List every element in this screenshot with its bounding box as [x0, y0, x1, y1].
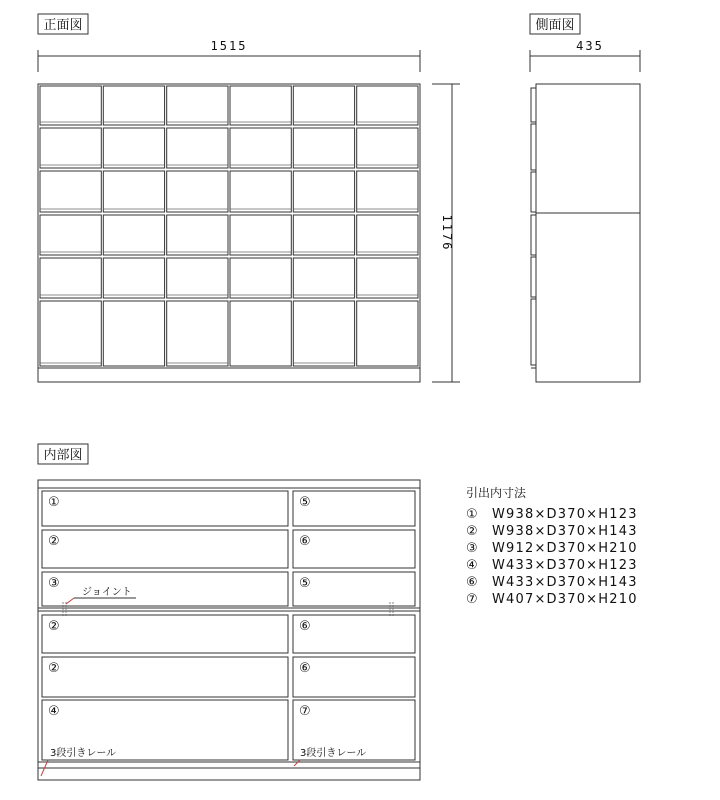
front-drawer [230, 171, 291, 212]
side-depth-value: 435 [576, 39, 604, 53]
interior-drawer-right-mark: ⑥ [299, 534, 311, 549]
interior-drawer-left [42, 530, 288, 568]
interior-drawer-left [42, 615, 288, 653]
interior-cabinet [38, 480, 420, 780]
dimension-row-mark: ③ [466, 541, 478, 556]
interior-drawer-right [293, 530, 415, 568]
dimension-row-mark: ① [466, 507, 478, 522]
front-drawer [40, 171, 101, 212]
dimension-row-size: W912×D370×H210 [492, 541, 638, 556]
front-drawer [103, 128, 164, 168]
dimensions-table [466, 485, 638, 607]
front-drawer [230, 258, 291, 298]
dimensions-table-title: 引出内寸法 [466, 486, 527, 500]
interior-drawer-right-mark: ⑤ [299, 576, 311, 591]
side-depth-dimension [530, 39, 640, 72]
interior-drawer-left-mark: ③ [48, 576, 60, 591]
front-drawer [40, 86, 101, 125]
front-drawer [293, 215, 354, 255]
side-view-title: 側面図 [535, 18, 575, 33]
front-height-value: 1176 [440, 214, 454, 252]
dimension-row-mark: ⑦ [466, 592, 478, 607]
dimension-row-size: W433×D370×H123 [492, 558, 638, 573]
front-height-dimension [432, 84, 460, 382]
front-drawer [293, 301, 354, 366]
dimension-row-size: W938×D370×H123 [492, 507, 638, 522]
interior-drawer-left-mark: ② [48, 534, 60, 549]
interior-drawer-right [293, 657, 415, 697]
front-drawer [40, 215, 101, 255]
front-drawer [357, 171, 418, 212]
front-cabinet [38, 84, 420, 382]
dimension-row-mark: ④ [466, 558, 478, 573]
front-drawer [357, 258, 418, 298]
side-cabinet [531, 84, 640, 382]
front-drawer [357, 301, 418, 366]
dimension-row-size: W407×D370×H210 [492, 592, 638, 607]
front-drawer [167, 258, 228, 298]
front-drawer [357, 86, 418, 125]
front-drawer [167, 301, 228, 366]
front-drawer [103, 301, 164, 366]
interior-drawer-right-mark: ⑤ [299, 495, 311, 510]
front-drawer [293, 171, 354, 212]
interior-drawer-right-mark: ⑥ [299, 619, 311, 634]
interior-drawer-left-mark: ② [48, 661, 60, 676]
dimension-row-mark: ⑥ [466, 575, 478, 590]
front-drawer [40, 301, 101, 366]
front-drawer [167, 171, 228, 212]
front-drawer [230, 215, 291, 255]
front-drawer [103, 171, 164, 212]
interior-drawer-right-mark: ⑥ [299, 661, 311, 676]
interior-drawer-left [42, 491, 288, 526]
rail-label-right: 3段引きレール [300, 748, 367, 759]
front-width-dimension [38, 39, 420, 72]
interior-drawer-left-mark: ④ [48, 704, 60, 719]
front-drawer [293, 128, 354, 168]
front-drawer [103, 258, 164, 298]
interior-drawer-left [42, 657, 288, 697]
front-drawer [103, 86, 164, 125]
front-drawer [357, 128, 418, 168]
interior-drawer-right-mark: ⑦ [299, 704, 311, 719]
front-drawer [167, 86, 228, 125]
dimension-row-size: W938×D370×H143 [492, 524, 638, 539]
front-drawer [230, 86, 291, 125]
front-drawer [293, 258, 354, 298]
interior-drawer-right [293, 572, 415, 606]
front-drawer [167, 128, 228, 168]
front-drawer [103, 215, 164, 255]
front-drawer [167, 215, 228, 255]
front-drawer [230, 128, 291, 168]
interior-view-title: 内部図 [43, 448, 83, 463]
dimension-row-mark: ② [466, 524, 478, 539]
interior-drawer-left-mark: ① [48, 495, 60, 510]
joint-label: ジョイント [82, 587, 132, 598]
interior-drawer-left [42, 572, 288, 606]
front-drawer [293, 86, 354, 125]
front-drawer [230, 301, 291, 366]
front-drawer [357, 215, 418, 255]
interior-drawer-right [293, 491, 415, 526]
front-drawer [40, 258, 101, 298]
interior-drawer-right [293, 615, 415, 653]
rail-label-left: 3段引きレール [50, 748, 117, 759]
front-drawer [40, 128, 101, 168]
interior-drawer-left-mark: ② [48, 619, 60, 634]
dimension-row-size: W433×D370×H143 [492, 575, 638, 590]
front-width-value: 1515 [210, 39, 248, 53]
front-view-title: 正面図 [43, 18, 83, 33]
